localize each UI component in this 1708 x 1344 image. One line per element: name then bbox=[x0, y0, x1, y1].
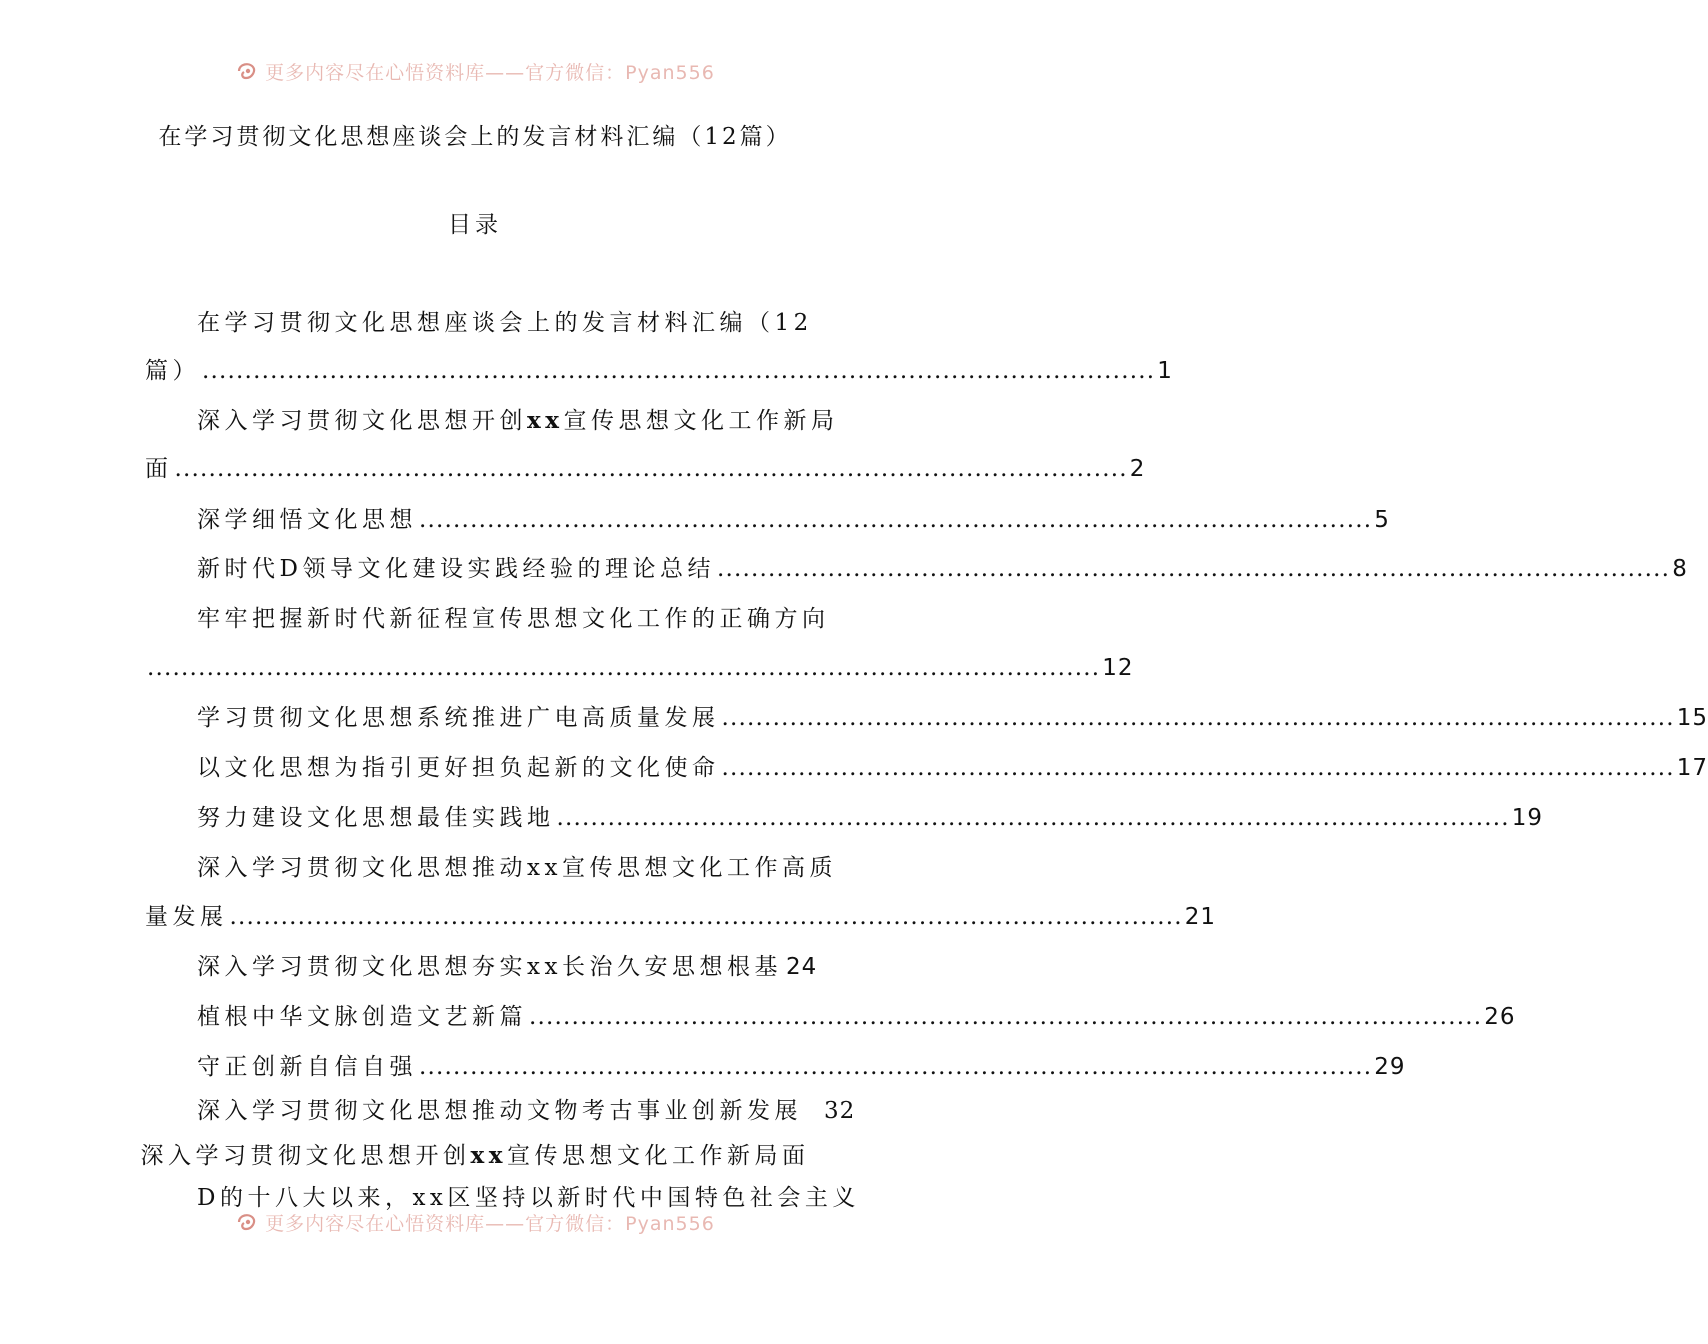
ornament-logo-icon bbox=[235, 60, 259, 82]
toc-page-number: 19 bbox=[1511, 805, 1544, 831]
toc-entry-11[interactable]: 植根中华文脉创造文艺新篇 ................................................................................................................ 26 bbox=[197, 999, 805, 1035]
leader-dots: ................................................................................................................ bbox=[529, 1004, 1483, 1030]
leader-dots: ................................................................................................................ bbox=[556, 805, 1510, 831]
toc-entry-2-line1[interactable]: 深入学习贯彻文化思想开创xx宣传思想文化工作新局 bbox=[197, 407, 839, 434]
leader-dots: ................................................................................................................ bbox=[716, 556, 1671, 582]
toc-entry-3[interactable]: 深学细悟文化思想 ................................................................................................................ 5 bbox=[197, 502, 805, 538]
toc-entry-1-line2[interactable]: 篇） ................................................................................................................ 1 bbox=[145, 353, 805, 389]
toc-page-number: 26 bbox=[1484, 1004, 1516, 1030]
toc-entry-13[interactable]: 深入学习贯彻文化思想推动文物考古事业创新发展 32 bbox=[197, 1098, 856, 1124]
toc-page-number: 8 bbox=[1672, 556, 1688, 582]
watermark-header bbox=[0, 56, 950, 86]
toc-page-number: 24 bbox=[785, 954, 818, 980]
toc-entry-12[interactable]: 守正创新自信自强 ................................................................................................................ 29 bbox=[197, 1049, 805, 1085]
toc-page-number: 17 bbox=[1676, 755, 1708, 781]
leader-dots: ................................................................................................................ bbox=[229, 904, 1183, 930]
toc-entry-2-line2[interactable]: 面 ................................................................................................................ 2 bbox=[145, 451, 805, 487]
toc-entry-8[interactable]: 努力建设文化思想最佳实践地 ................................................................................................................ 19 bbox=[197, 800, 805, 836]
body-paragraph-first-line: D的十八大以来，xx区坚持以新时代中国特色社会主义 bbox=[197, 1185, 860, 1211]
document-title: 在学习贯彻文化思想座谈会上的发言材料汇编（12篇） bbox=[158, 124, 792, 150]
toc-page-number: 15 bbox=[1676, 705, 1708, 731]
toc-page-number: 5 bbox=[1374, 507, 1390, 533]
toc-entry-7[interactable]: 以文化思想为指引更好担负起新的文化使命 ................................................................................................................ 17 bbox=[197, 750, 805, 786]
toc-heading: 目录 bbox=[448, 212, 502, 238]
toc-entry-5-line2[interactable] bbox=[145, 650, 1134, 686]
leader-dots: ................................................................................................................ bbox=[721, 705, 1675, 731]
toc-entry-1-line1[interactable]: 在学习贯彻文化思想座谈会上的发言材料汇编（12 bbox=[197, 310, 813, 336]
toc-page-number: 12 bbox=[1102, 655, 1134, 681]
leader-dots: ................................................................................................................ bbox=[419, 507, 1373, 533]
toc-entry-9-line1[interactable]: 深入学习贯彻文化思想推动xx宣传思想文化工作高质 bbox=[197, 855, 837, 881]
toc-page-number: 2 bbox=[1129, 456, 1146, 482]
toc-entry-4[interactable]: 新时代D领导文化建设实践经验的理论总结 ................................................................................................................ 8 bbox=[197, 551, 805, 587]
toc-entry-10[interactable]: 深入学习贯彻文化思想夯实xx长治久安思想根基 24 bbox=[197, 949, 805, 985]
toc-entry-6[interactable]: 学习贯彻文化思想系统推进广电高质量发展 ................................................................................................................ 15 bbox=[197, 700, 805, 736]
watermark-text: 更多内容尽在心悟资料库——官方微信：Pyan556 bbox=[265, 61, 715, 84]
leader-dots: ................................................................................................................ bbox=[419, 1054, 1373, 1080]
leader-dots: ................................................................................................................ bbox=[721, 755, 1675, 781]
toc-page-number: 29 bbox=[1374, 1054, 1406, 1080]
watermark-footer bbox=[0, 1207, 950, 1237]
toc-entry-5-line1[interactable]: 牢牢把握新时代新征程宣传思想文化工作的正确方向 bbox=[197, 606, 830, 632]
toc-page-number: 21 bbox=[1184, 904, 1217, 930]
leader-dots: ................................................................................................................ bbox=[147, 655, 1101, 681]
leader-dots: ................................................................................................................ bbox=[174, 456, 1128, 482]
ornament-logo-icon bbox=[235, 1211, 259, 1233]
toc-page-number: 32 bbox=[824, 1098, 856, 1124]
toc-entry-9-line2[interactable]: 量发展 ................................................................................................................ 21 bbox=[145, 899, 805, 935]
leader-dots: ................................................................................................................ bbox=[202, 358, 1156, 384]
section-title: 深入学习贯彻文化思想开创xx宣传思想文化工作新局面 bbox=[140, 1142, 810, 1169]
watermark-text: 更多内容尽在心悟资料库——官方微信：Pyan556 bbox=[265, 1212, 715, 1235]
toc-page-number: 1 bbox=[1157, 358, 1173, 384]
